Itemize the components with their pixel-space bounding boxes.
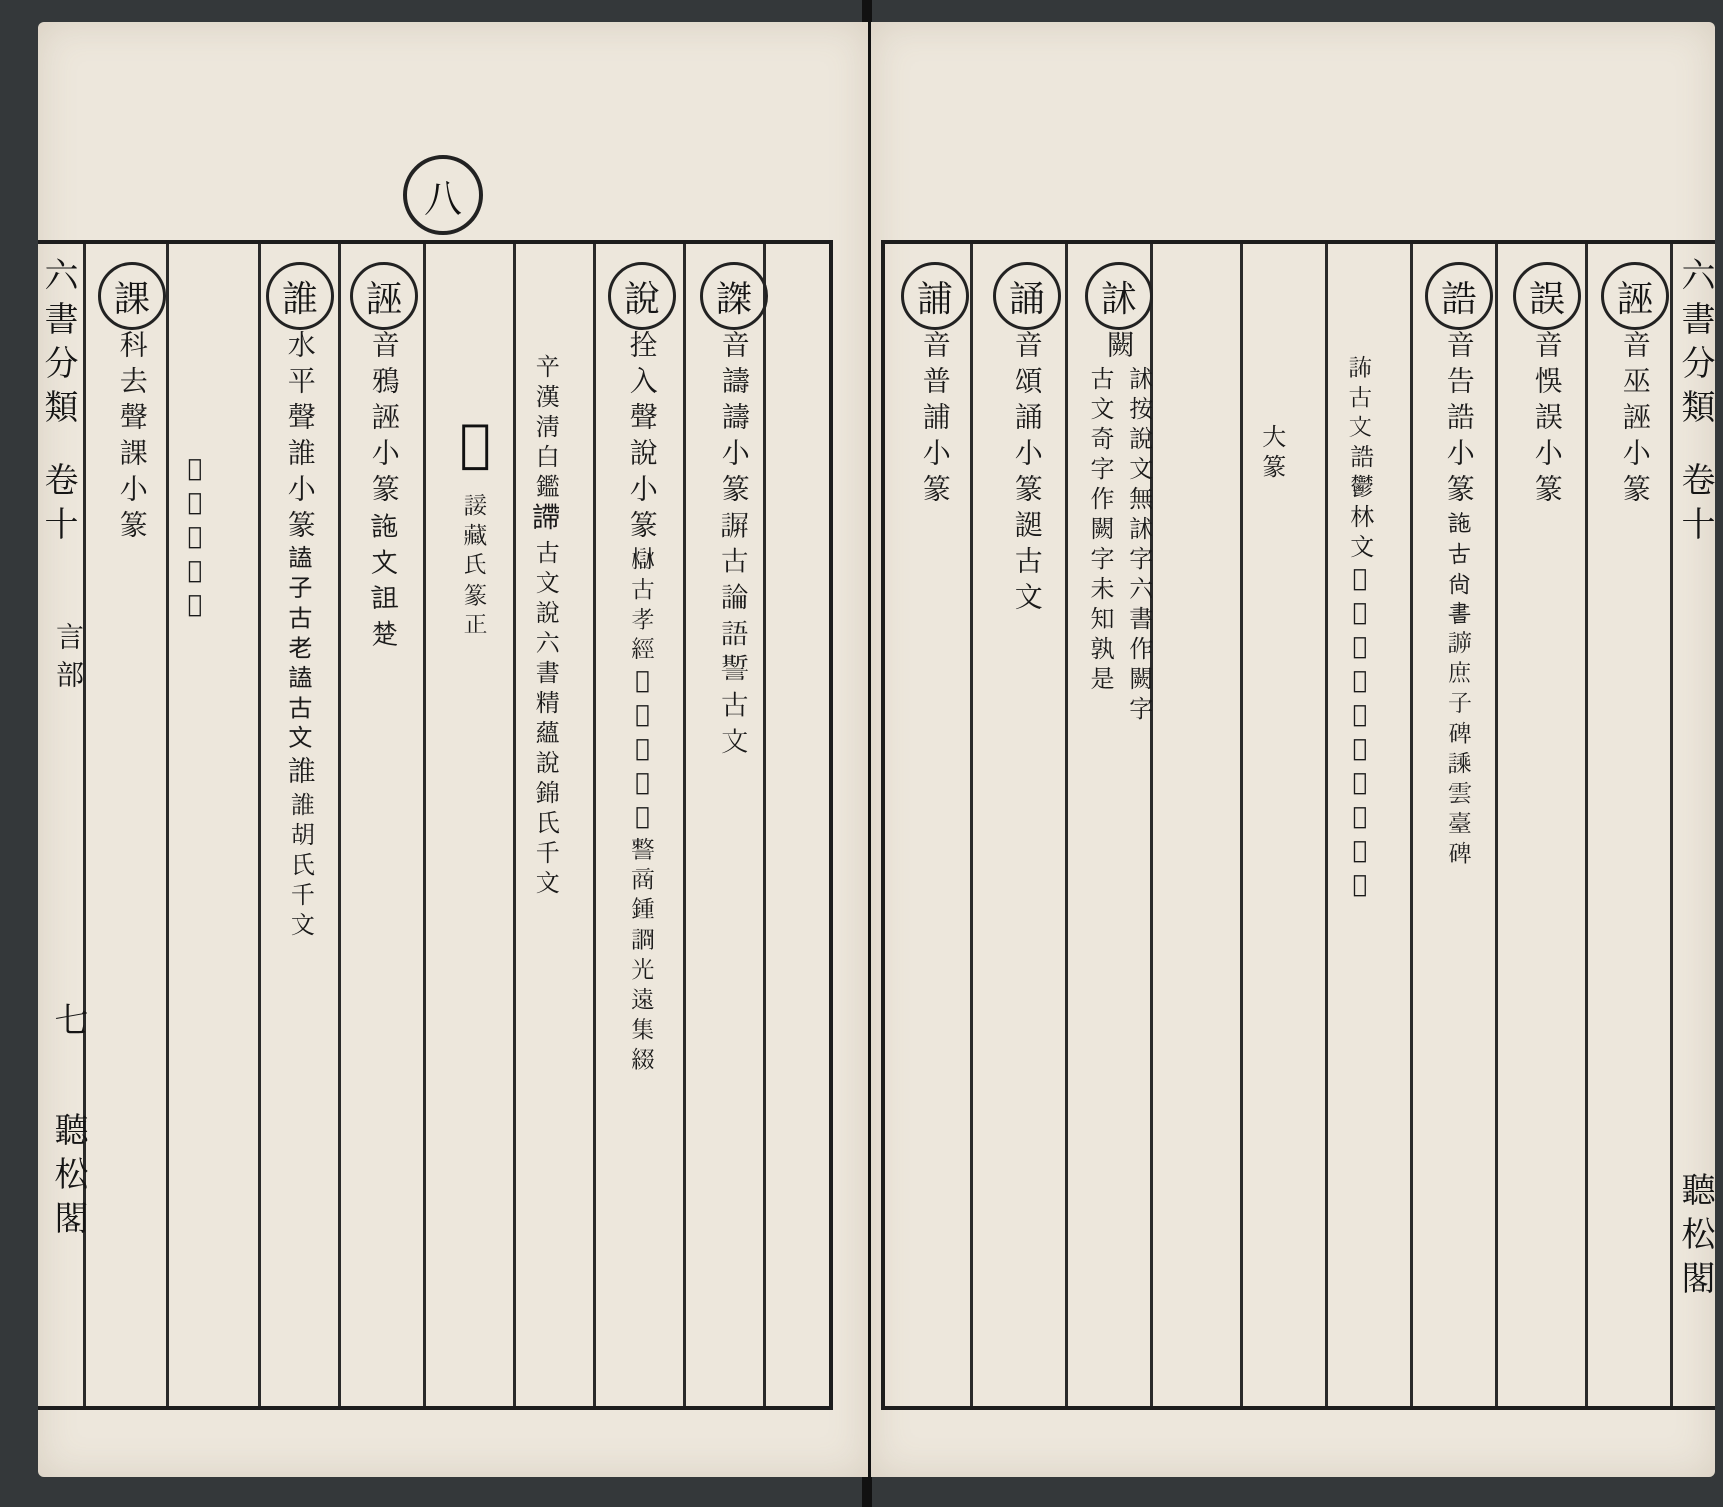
entry-form: 𧨞貝丘長碑	[628, 666, 657, 836]
volume-label: 卷十	[38, 462, 78, 550]
column-rule	[970, 244, 973, 1406]
entry-form: 𧩁古孝經	[628, 546, 657, 666]
entry-column	[528, 354, 562, 900]
column-rule	[1410, 244, 1413, 1406]
entry-reading: 音譸	[717, 330, 751, 402]
entry-column	[993, 262, 1061, 618]
entry-form: 𧪝雲臺碑	[1445, 750, 1474, 870]
column-rule	[258, 244, 261, 1406]
column-rule	[338, 244, 341, 1406]
entry-form: 𧩯庶子碑	[1445, 630, 1474, 750]
entry-form: 古文	[531, 540, 560, 600]
book-title: 六書分類	[38, 257, 78, 433]
entry-reading: 音悞	[1530, 330, 1564, 402]
entry-column	[266, 262, 334, 942]
column-rule	[513, 244, 516, 1406]
column-rule	[166, 244, 169, 1406]
entry-head: 誣	[350, 262, 418, 330]
left-text-frame	[38, 240, 833, 1410]
entry-form: 𧨝光遠集綴	[628, 926, 657, 1076]
entry-form: 誤小篆	[1530, 402, 1564, 510]
publisher-label: 聽松閣	[48, 1112, 88, 1244]
entry-reading: 音鴉	[367, 330, 401, 402]
entry-head: 說	[608, 262, 676, 330]
entry-form: 𧪞子古老	[286, 546, 315, 666]
entry-form: 誰小篆	[283, 438, 317, 546]
column-rule	[423, 244, 426, 1406]
entry-head: 誰	[266, 262, 334, 330]
entry-reading: 音普	[918, 330, 952, 402]
entry-column	[1513, 262, 1581, 510]
entry-form: 𧦧文詛楚	[367, 510, 401, 654]
entry-form: 𧩙古文	[1010, 510, 1044, 618]
right-text-frame	[881, 240, 1715, 1410]
page-number: 七	[48, 1002, 88, 1046]
entry-column	[445, 414, 506, 642]
entry-column	[98, 262, 166, 546]
entry-form: 𧦞古文	[1345, 354, 1374, 444]
column-rule	[1065, 244, 1068, 1406]
book-title: 六書分類	[1675, 257, 1715, 433]
entry-column	[700, 262, 768, 762]
column-rule	[1495, 244, 1498, 1406]
entry-form: 𧦧古尚書	[1445, 510, 1474, 630]
entry-head: 誧	[901, 262, 969, 330]
volume-label: 卷十	[1675, 462, 1715, 550]
entry-head: 課	[98, 262, 166, 330]
section-label: 言部	[52, 622, 85, 698]
entry-reading: 音告	[1442, 330, 1476, 402]
entry-form: 說錦氏千文	[531, 750, 560, 900]
entry-column	[180, 454, 209, 624]
entry-reading: 科去聲	[115, 330, 149, 438]
entry-column	[608, 262, 676, 1076]
entry-form: 誰	[283, 756, 317, 792]
column-rule	[1585, 244, 1588, 1406]
entry-form: 課小篆	[115, 438, 149, 546]
entry-form: 誣小篆	[367, 402, 401, 510]
entry-column	[350, 262, 418, 654]
entry-form: 誦小篆	[1010, 402, 1044, 510]
entry-column	[901, 262, 969, 510]
column-rule	[1240, 244, 1243, 1406]
chapter-mark: 八	[403, 155, 483, 235]
entry-note	[1085, 366, 1153, 726]
entry-form: 𧫣商鍾	[628, 836, 657, 926]
entry-form: 𧦆藏氏篆正	[180, 454, 209, 624]
note-line: 古文奇字作闕字未知孰是	[1086, 366, 1114, 696]
entry-head: 誣	[1601, 262, 1669, 330]
entry-form: 𧪑存乂切韻	[1345, 564, 1374, 734]
entry-form: 𧫮古論語	[717, 510, 751, 654]
entry-form: 𧩕藏氏篆正	[460, 492, 489, 642]
entry-head: 謋	[700, 262, 768, 330]
entry-reading: 水平聲	[283, 330, 317, 438]
entry-head: 訹	[1085, 262, 1153, 330]
entry-form: 說六書精蘊	[531, 600, 560, 750]
entry-head: 誥	[1425, 262, 1493, 330]
right-page	[871, 22, 1715, 1477]
entry-column	[1257, 424, 1286, 484]
entry-form: 誥小篆	[1442, 402, 1476, 510]
left-page	[38, 22, 868, 1477]
seal-form: 𧪻	[445, 414, 506, 492]
entry-form: 𧬊古文	[717, 654, 751, 762]
entry-form: 𧫚	[528, 504, 562, 540]
entry-column	[1425, 262, 1493, 870]
entry-form: 𧩏李氏摭古	[1345, 734, 1374, 904]
entry-column	[1345, 354, 1374, 904]
entry-column	[1085, 262, 1153, 726]
column-rule	[1325, 244, 1328, 1406]
entry-head: 誤	[1513, 262, 1581, 330]
entry-form: 誧小篆	[918, 402, 952, 510]
note-line: 訹按說文無訹字六書作闕字	[1124, 366, 1153, 726]
column-rule	[593, 244, 596, 1406]
entry-form: 䇂漢淸白鑑	[531, 354, 560, 504]
entry-reading: 拴入聲	[625, 330, 659, 438]
entry-form: 譸小篆	[717, 402, 751, 510]
entry-reading: 音頌	[1010, 330, 1044, 402]
entry-reading: 闕	[1102, 330, 1136, 366]
entry-form: 𧪞古文	[286, 666, 315, 756]
entry-form: 大篆	[1257, 424, 1286, 484]
entry-reading: 音巫	[1618, 330, 1652, 402]
entry-form: 誰胡氏千文	[286, 792, 315, 942]
entry-form: 誣小篆	[1618, 402, 1652, 510]
column-rule	[683, 244, 686, 1406]
entry-column	[1601, 262, 1669, 510]
entry-form: 說小篆	[625, 438, 659, 546]
entry-head: 誦	[993, 262, 1061, 330]
publisher-label: 聽松閣	[1675, 1172, 1715, 1304]
entry-form: 誥鬱林文	[1345, 444, 1374, 564]
